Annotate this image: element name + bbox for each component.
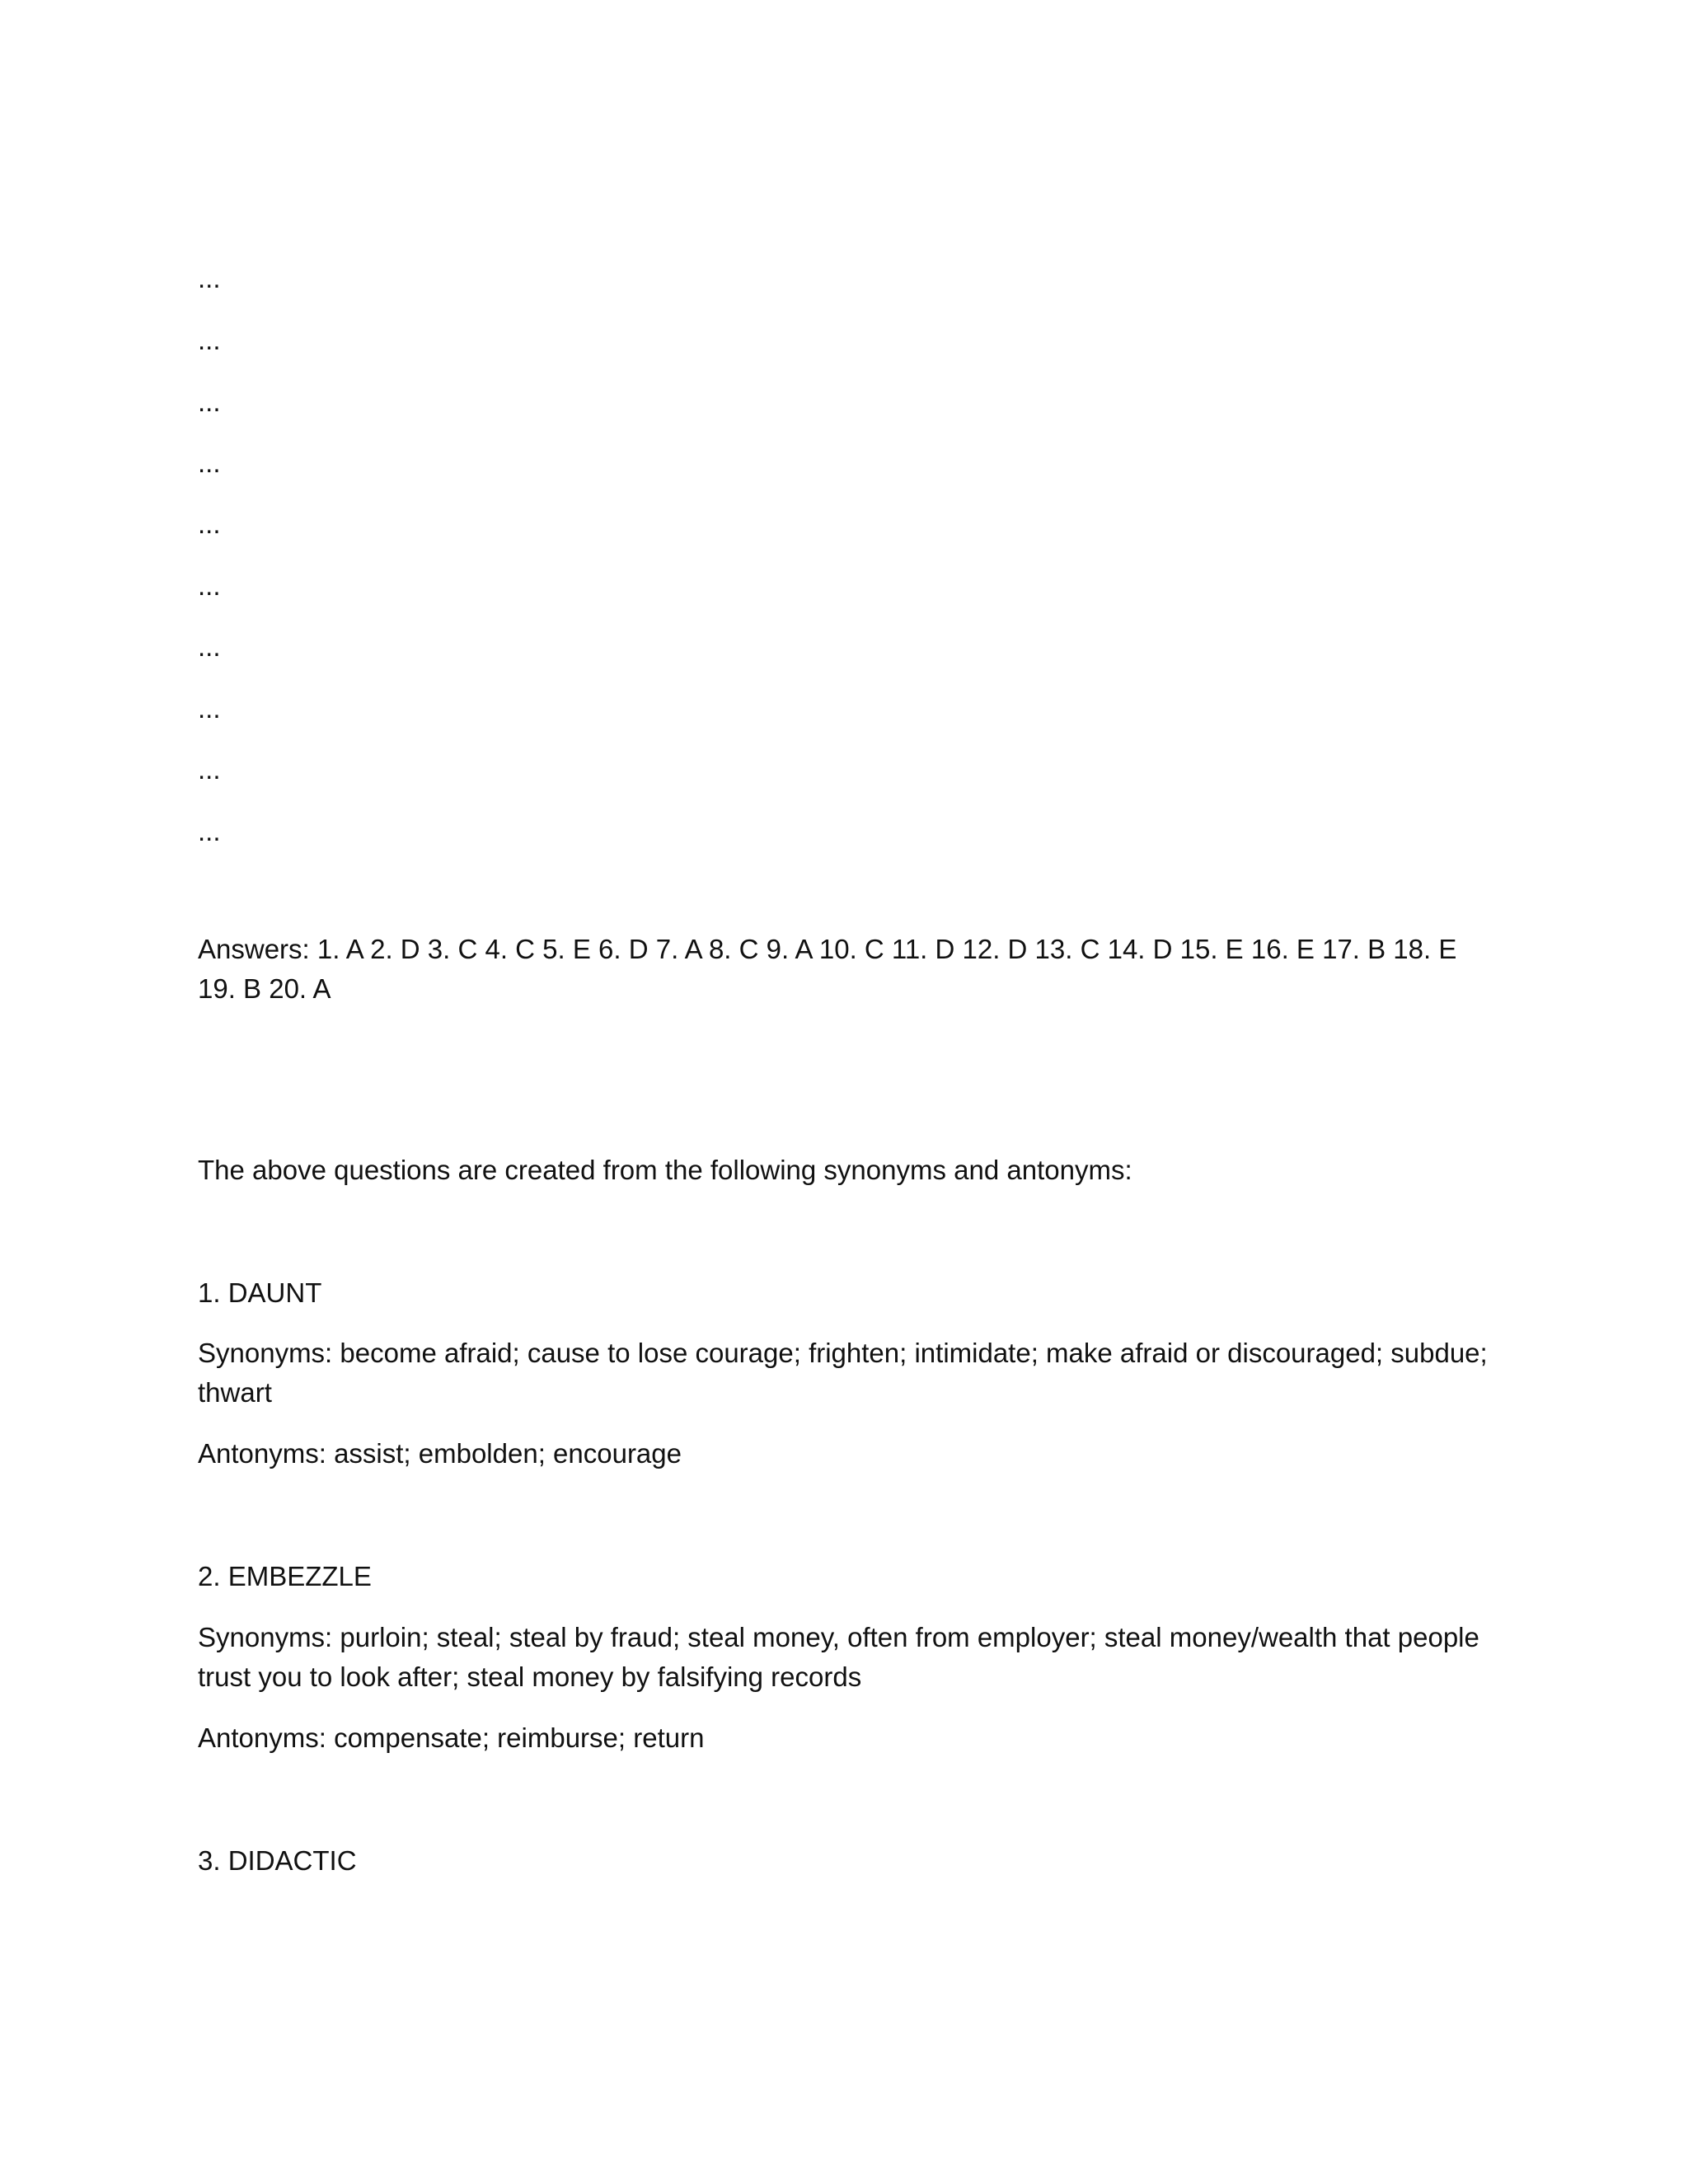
ellipsis-line: ...: [198, 509, 221, 539]
ellipsis-line: ...: [198, 263, 221, 293]
answers-paragraph: Answers: 1. A 2. D 3. C 4. C 5. E 6. D 7. A 8. C 9. A 10. C 11. D 12. D 13. C 14. D 15. E 16. E 17. B 18. E 19. B 20. A: [198, 934, 1457, 1004]
ellipsis-line: ...: [198, 754, 221, 785]
ellipsis-line: ...: [198, 693, 221, 724]
entry-heading: 3. DIDACTIC: [198, 1845, 357, 1876]
ellipsis-line: ...: [198, 570, 221, 601]
entry-heading: 2. EMBEZZLE: [198, 1561, 372, 1591]
ellipsis-line: ...: [198, 325, 221, 355]
ellipsis-line: ...: [198, 816, 221, 846]
entry-antonyms: Antonyms: assist; embolden; encourage: [198, 1438, 682, 1469]
entry-heading: 1. DAUNT: [198, 1277, 322, 1308]
ellipsis-line: ...: [198, 448, 221, 478]
entry-synonyms: Synonyms: purloin; steal; steal by fraud; steal money, often from employer; steal money/wealth that people trust you to look after; steal money by falsifying records: [198, 1622, 1479, 1692]
entry-synonyms: Synonyms: become afraid; cause to lose courage; frighten; intimidate; make afraid or discouraged; subdue; thwart: [198, 1338, 1488, 1408]
ellipsis-line: ...: [198, 631, 221, 662]
intro-paragraph: The above questions are created from the following synonyms and antonyms:: [198, 1155, 1132, 1185]
ellipsis-line: ...: [198, 387, 221, 417]
entry-antonyms: Antonyms: compensate; reimburse; return: [198, 1722, 705, 1753]
